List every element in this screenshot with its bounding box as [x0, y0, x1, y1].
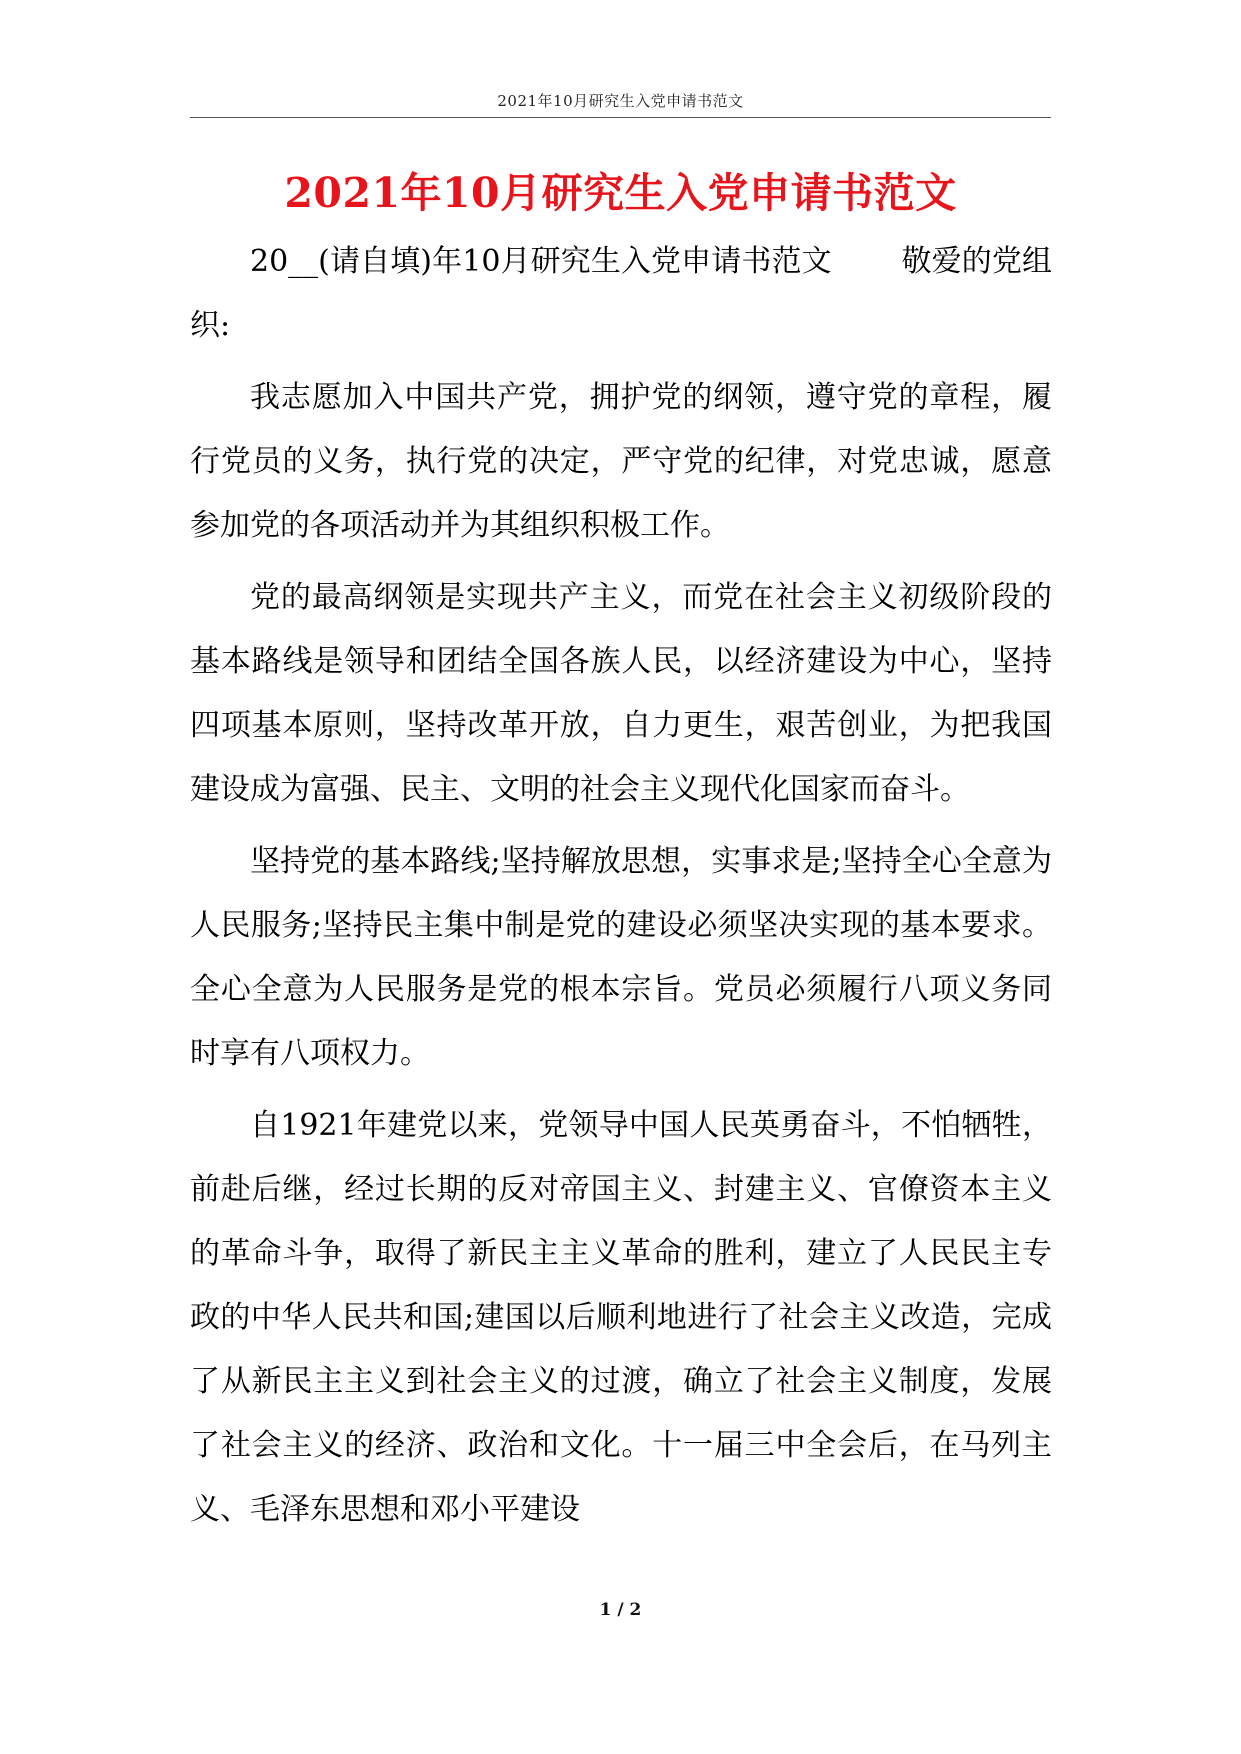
paragraph: 自1921年建党以来，党领导中国人民英勇奋斗，不怕牺牲，前赴后继，经过长期的反对帝国主义、封建主义、官僚资本主义的革命斗争，取得了新民主主义革命的胜利，建立了人民民主专政的中华人民共和国;建国以后顺利地进行了社会主义改造，完成了从新民主主义到社会主义的过渡，确立了社会主义制度，发展了社会主义的经济、政治和文化。十一届三中全会后，在马列主义、毛泽东思想和邓小平建设 — [190, 1108, 1052, 1527]
paragraph: 我志愿加入中国共产党，拥护党的纲领，遵守党的章程，履行党员的义务，执行党的决定，严守党的纪律，对党忠诚，愿意参加党的各项活动并为其组织积极工作。 — [190, 380, 1052, 543]
running-header: 2021年10月研究生入党申请书范文 — [497, 92, 744, 110]
page-number: 1 / 2 — [599, 1600, 642, 1620]
header-rule — [190, 117, 1051, 118]
paragraph: 坚持党的基本路线;坚持解放思想，实事求是;坚持全心全意为人民服务;坚持民主集中制是党的建设必须坚决实现的基本要求。全心全意为人民服务是党的根本宗旨。党员必须履行八项义务同时享有八项权力。 — [190, 844, 1052, 1071]
document-body — [190, 230, 1052, 1550]
intro-line: 20__(请自填)年10月研究生入党申请书范文 敬爱的党组织: — [190, 244, 1052, 343]
paragraph: 党的最高纲领是实现共产主义，而党在社会主义初级阶段的基本路线是领导和团结全国各族人民，以经济建设为中心，坚持四项基本原则，坚持改革开放，自力更生，艰苦创业，为把我国建设成为富强、民主、文明的社会主义现代化国家而奋斗。 — [190, 580, 1052, 807]
document-title: 2021年10月研究生入党申请书范文 — [284, 169, 957, 217]
